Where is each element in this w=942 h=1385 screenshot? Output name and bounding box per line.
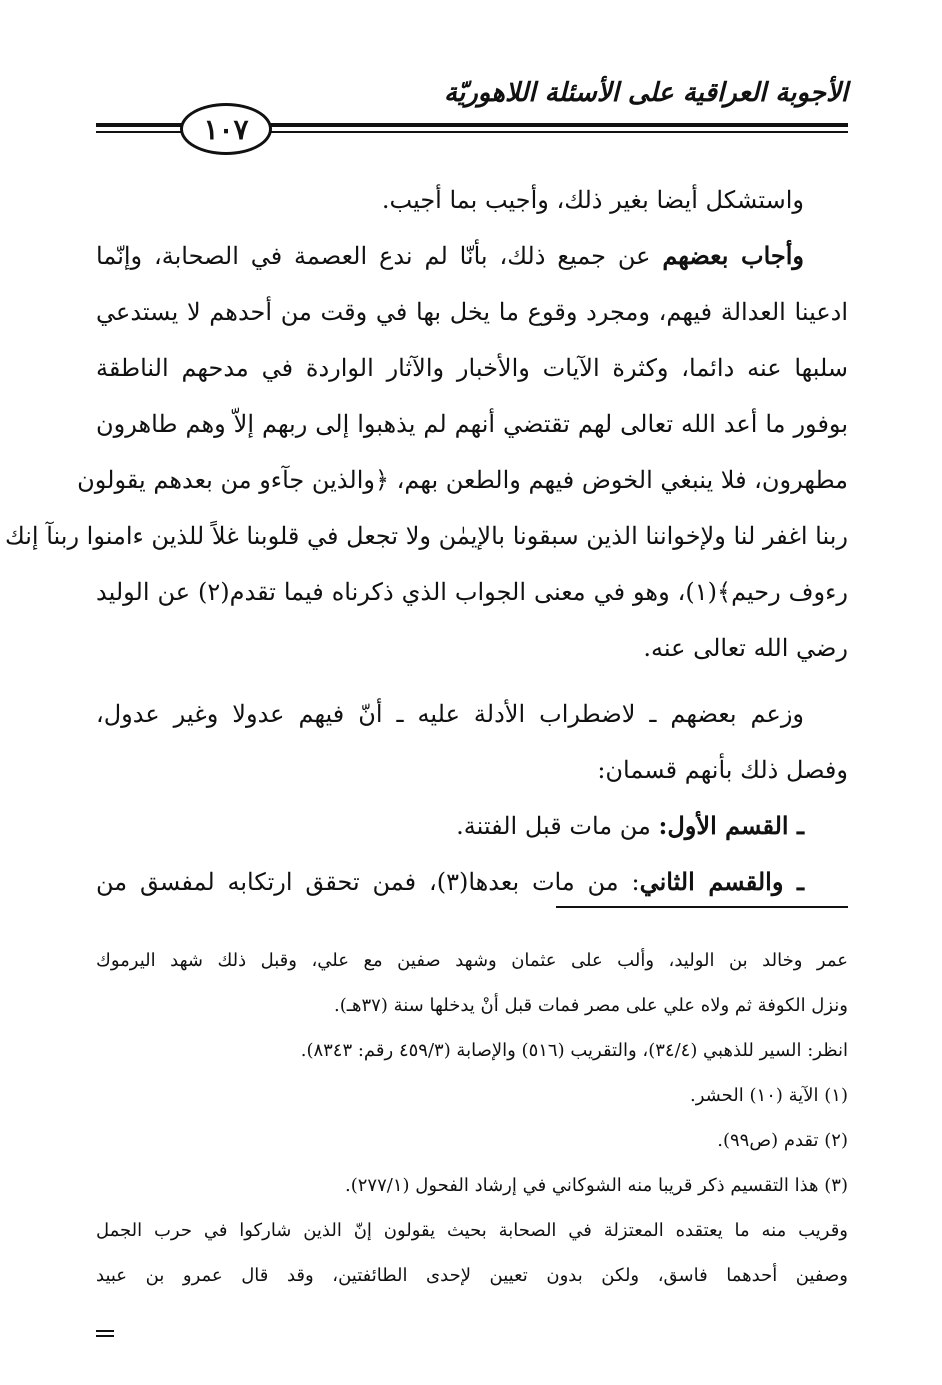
footnote-line: انظر: السير للذهبي (٣٤/٤)، والتقريب (٥١٦) والإصابة (٤٥٩/٣ رقم: ٨٣٤٣). — [300, 1040, 848, 1061]
footnote-line: (١) الآية (١٠) الحشر. — [689, 1085, 848, 1106]
bold-lead: وأجاب بعضهم — [662, 241, 804, 270]
footnote-line: ونزل الكوفة ثم ولاه علي على مصر فمات قبل أنْ يدخلها سنة (٣٧هـ). — [333, 995, 848, 1016]
footnote-separator — [556, 906, 848, 908]
division-label: ـ القسم الأول: — [658, 811, 804, 840]
main-text — [5, 172, 848, 910]
running-title: الأجوبة العراقية على الأسئلة اللاهوريّة — [444, 78, 848, 108]
text-line: واستشكل أيضا بغير ذلك، وأجيب بما أجيب. — [381, 186, 804, 214]
text-line — [96, 798, 848, 854]
text-run: : من مات بعدها(٣)، فمن تحقق ارتكابه لمفسق من — [96, 868, 640, 896]
text-line: وفصل ذلك بأنهم قسمان: — [597, 756, 848, 784]
text-line: مطهرون، فلا ينبغي الخوض فيهم والطعن بهم، ﴿والذين جآءو من بعدهم يقولون — [77, 466, 848, 494]
text-line: بوفور ما أعد الله تعالى لهم تقتضي أنهم لم يذهبوا إلى ربهم إلاّ وهم طاهرون — [96, 410, 848, 438]
text-line — [96, 228, 848, 284]
footnote-line: (٣) هذا التقسيم ذكر قريبا منه الشوكاني في إرشاد الفحول (٢٧٧/١). — [345, 1175, 848, 1196]
text-line: رءوف رحيم﴾(١)، وهو في معنى الجواب الذي ذكرناه فيما تقدم(٢) عن الوليد — [96, 578, 848, 606]
footnote-line: عمر وخالد بن الوليد، وألب على عثمان وشهد صفين مع علي، وقبل ذلك شهد اليرموك — [96, 950, 848, 971]
footnote-line: (٢) تقدم (ص٩٩). — [717, 1130, 848, 1151]
text-line: سلبها عنه دائما، وكثرة الآيات والأخبار والآثار الواردة في مدحهم الناطقة — [96, 354, 848, 382]
continuation-mark — [96, 1330, 114, 1340]
text-line: وزعم بعضهم ـ لاضطراب الأدلة عليه ـ أنّ فيهم عدولا وغير عدول، — [96, 700, 804, 728]
page-number: ١٠٧ — [180, 103, 272, 155]
footnote-line: وصفين أحدهما فاسق، ولكن بدون تعيين لإحدى الطائفتين، وقد قال عمرو بن عبيد — [96, 1265, 848, 1286]
text-line: ربنا اغفر لنا ولإخواننا الذين سبقونا بالإيمٰن ولا تجعل في قلوبنا غلاً للذين ءامنوا ربنآ إنك — [5, 522, 848, 550]
footnotes — [96, 938, 848, 1298]
text-line: ادعينا العدالة فيهم، ومجرد وقوع ما يخل بها في وقت من أحدهم لا يستدعي — [96, 298, 848, 326]
text-run: عن جميع ذلك، بأنّا لم ندع العصمة في الصحابة، وإنّما — [96, 242, 651, 270]
division-label: ـ والقسم الثاني — [639, 867, 804, 896]
text-line: رضي الله تعالى عنه. — [643, 634, 848, 662]
footnote-line: وقريب منه ما يعتقده المعتزلة في الصحابة بحيث يقولون إنّ الذين شاركوا في حرب الجمل — [96, 1220, 848, 1241]
text-run: من مات قبل الفتنة. — [456, 812, 651, 840]
text-line — [96, 854, 848, 910]
